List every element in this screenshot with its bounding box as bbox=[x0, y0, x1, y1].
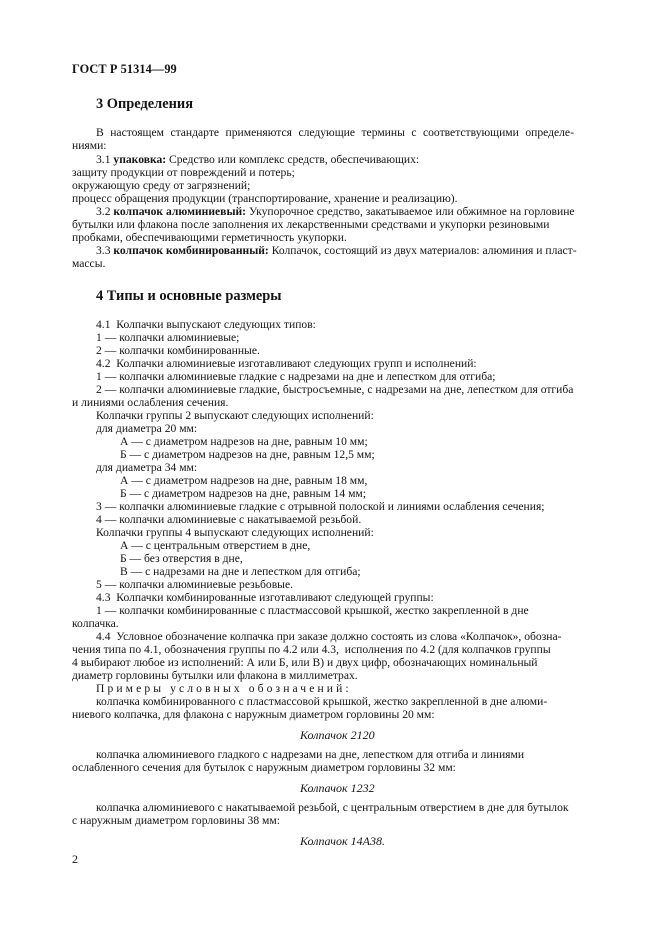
combined-group-1-line-2: колпачка. bbox=[72, 617, 119, 630]
group-3-line: 3 — колпачки алюминиевые гладкие с отрывной полоской и линиями ослабления сечения; bbox=[96, 500, 545, 513]
term-number: 3.3 bbox=[96, 244, 114, 257]
clause-4-4-line-2: чения типа по 4.1, обозначения группы по 4.2 или 4.3, исполнения по 4.2 (для колпачков группы bbox=[72, 643, 551, 656]
intro-word: с bbox=[411, 126, 417, 139]
term-name: упаковка: bbox=[113, 153, 167, 166]
group-4-variant-c: В — с надрезами на дне и лепестком для отгиба; bbox=[120, 565, 361, 578]
section-3-intro-line-2: ниями: bbox=[72, 139, 107, 152]
page-number: 2 bbox=[72, 852, 78, 866]
term-number: 3.2 bbox=[96, 205, 114, 218]
example-1-line-1: колпачка комбинированного с пластмассовой крышкой, жестко закрепленной в дне алюми- bbox=[96, 695, 548, 708]
examples-heading: Примеры условных обозначений: bbox=[96, 682, 352, 695]
term-definition: Средство или комплекс средств, обеспечивающих: bbox=[166, 153, 420, 166]
term-definition: Колпачок, состоящий из двух материалов: алюминия и пласт- bbox=[268, 244, 577, 257]
clause-4-4-line-3: 4 выбирают любое из исполнений: А или Б, или В) и двух цифр, обозначающих номинальный bbox=[72, 656, 538, 669]
section-4-heading: 4 Типы и основные размеры bbox=[96, 288, 282, 304]
intro-word: В bbox=[96, 126, 104, 139]
group-1-line: 1 — колпачки алюминиевые гладкие с надрезами на дне и лепестком для отгиба; bbox=[96, 370, 496, 383]
clause-4-2: 4.2 Колпачки алюминиевые изготавливают следующих групп и исполнений: bbox=[96, 357, 477, 370]
document-code: ГОСТ Р 51314—99 bbox=[72, 62, 177, 76]
term-name: колпачок комбинированный: bbox=[113, 244, 269, 257]
example-3-line-1: колпачка алюминиевого с накатываемой резьбой, с центральным отверстием в дне для бутылок bbox=[96, 801, 569, 814]
term-3-3-line-2: массы. bbox=[72, 257, 106, 270]
group-4-variants-heading: Колпачки группы 4 выпускают следующих исполнений: bbox=[96, 526, 374, 539]
group-4-variant-b: Б — без отверстия в дне, bbox=[120, 552, 243, 565]
clause-4-1: 4.1 Колпачки выпускают следующих типов: bbox=[96, 318, 316, 331]
diameter-34-variant-a: А — с диаметром надрезов на дне, равным 18 мм, bbox=[120, 474, 368, 487]
term-3-1-line-2: защиту продукции от повреждений и потерь; bbox=[72, 166, 295, 179]
group-2-variants-heading: Колпачки группы 2 выпускают следующих исполнений: bbox=[96, 409, 374, 422]
term-name: колпачок алюминиевый: bbox=[113, 205, 247, 218]
term-3-1-line-4: процесс обращения продукции (транспортирование, хранение и реализацию). bbox=[72, 192, 458, 205]
intro-word: следующие bbox=[298, 126, 355, 139]
term-3-2 bbox=[96, 205, 575, 218]
term-3-2-line-3: пробками, обеспечивающими герметичность укупорки. bbox=[72, 231, 347, 244]
example-3-line-2: с наружным диаметром горловины 38 мм: bbox=[72, 814, 280, 827]
group-2-line-2: и линиями ослабления сечения. bbox=[72, 396, 229, 409]
clause-4-4-line-1: 4.4 Условное обозначение колпачка при заказе должно состоять из слова «Колпачок», обозна- bbox=[96, 630, 562, 643]
combined-group-1-line-1: 1 — колпачки комбинированные с пластмассовой крышкой, жестко закрепленной в дне bbox=[96, 604, 529, 617]
intro-word: применяются bbox=[225, 126, 292, 139]
group-4-variant-a: А — с центральным отверстием в дне, bbox=[120, 539, 311, 552]
example-1-line-2: ниевого колпачка, для флакона с наружным диаметром горловины 20 мм: bbox=[72, 708, 435, 721]
type-2-line: 2 — колпачки комбинированные. bbox=[96, 344, 260, 357]
term-number: 3.1 bbox=[96, 153, 114, 166]
group-4-line: 4 — колпачки алюминиевые с накатываемой резьбой. bbox=[96, 513, 362, 526]
intro-word: настоящем bbox=[110, 126, 164, 139]
diameter-20-label: для диаметра 20 мм: bbox=[96, 422, 198, 435]
example-2-line-1: колпачка алюминиевого гладкого с надрезами на дне, лепестком для отгиба и линиями bbox=[96, 748, 525, 761]
diameter-20-variant-b: Б — с диаметром надрезов на дне, равным 12,5 мм; bbox=[120, 448, 375, 461]
example-2-designation: Колпачок 1232 bbox=[300, 781, 375, 795]
group-5-line: 5 — колпачки алюминиевые резьбовые. bbox=[96, 578, 294, 591]
diameter-20-variant-a: А — с диаметром надрезов на дне, равным 10 мм; bbox=[120, 435, 368, 448]
group-2-line-1: 2 — колпачки алюминиевые гладкие, быстросъемные, с надрезами на дне, лепестком для отгиба bbox=[96, 383, 574, 396]
example-1-designation: Колпачок 2120 bbox=[300, 728, 375, 742]
term-3-1 bbox=[96, 153, 419, 166]
section-3-intro-line-1 bbox=[96, 126, 574, 139]
intro-word: соответствующими bbox=[422, 126, 519, 139]
intro-word: термины bbox=[361, 126, 405, 139]
diameter-34-label: для диаметра 34 мм: bbox=[96, 461, 198, 474]
clause-4-4-line-4: диаметр горловины бутылки или флакона в миллиметрах. bbox=[72, 669, 358, 682]
type-1-line: 1 — колпачки алюминиевые; bbox=[96, 331, 240, 344]
term-3-2-line-2: бутылки или флакона после заполнения их лекарственными средствами и укупорки резиновыми bbox=[72, 218, 550, 231]
example-2-line-2: ослабленного сечения для бутылок с наружным диаметром горловины 32 мм: bbox=[72, 761, 456, 774]
example-3-designation: Колпачок 14А38. bbox=[300, 834, 385, 848]
intro-word: определе- bbox=[525, 126, 574, 139]
clause-4-3: 4.3 Колпачки комбинированные изготавливают следующей группы: bbox=[96, 591, 434, 604]
intro-word: стандарте bbox=[170, 126, 220, 139]
term-3-3 bbox=[96, 244, 577, 257]
term-3-1-line-3: окружающую среду от загрязнений; bbox=[72, 179, 251, 192]
diameter-34-variant-b: Б — с диаметром надрезов на дне, равным 14 мм; bbox=[120, 487, 366, 500]
section-3-heading: 3 Определения bbox=[96, 96, 193, 112]
term-definition: Укупорочное средство, закатываемое или обжимное на горловине bbox=[246, 205, 575, 218]
